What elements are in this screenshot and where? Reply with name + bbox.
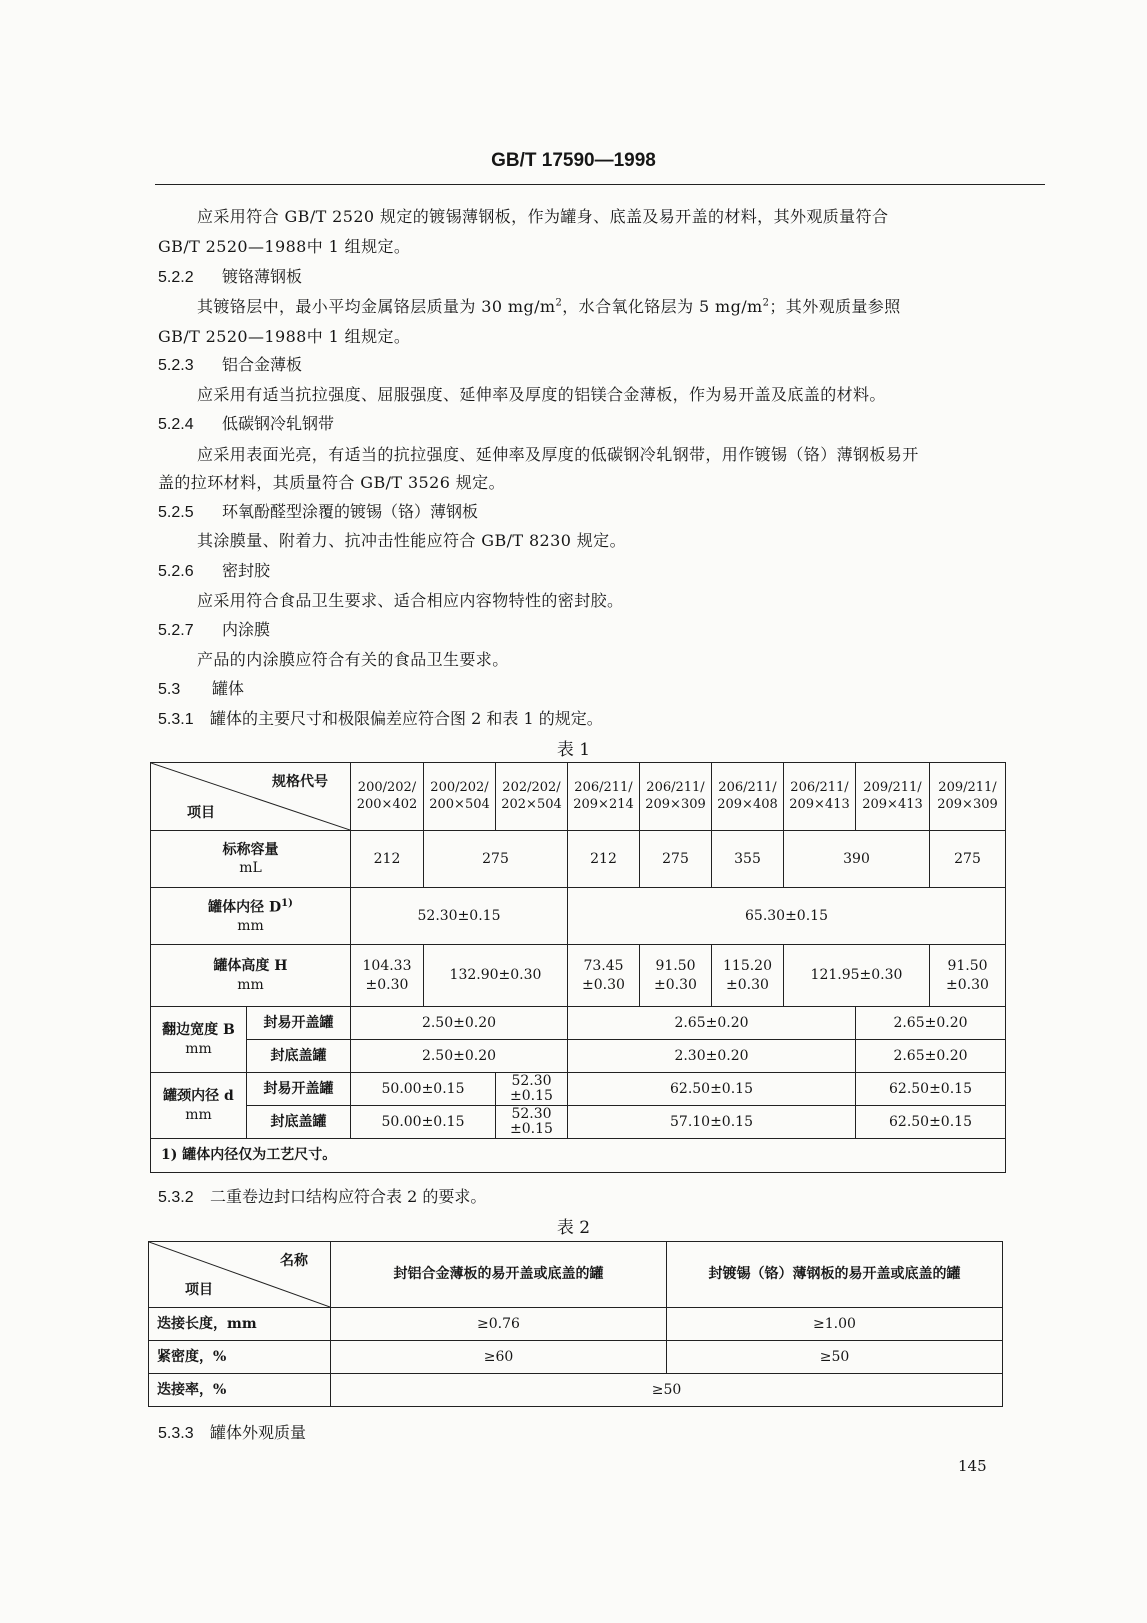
paragraph-5-2-7: 产品的内涂膜应符合有关的食品卫生要求。 [197,650,509,669]
paragraph-5-2-4-line2: 盖的拉环材料，其质量符合 GB/T 3526 规定。 [158,473,505,492]
table-cell: 115.20 ±0.30 [712,945,784,1007]
spec-code-header: 209/211/ 209×413 [856,763,930,831]
paragraph-5-2-2-line2: GB/T 2520—1988中 1 组规定。 [158,327,411,346]
section-number: 5.3.2 [158,1189,194,1206]
table-cell: 62.50±0.15 [568,1073,856,1106]
spec-code-header: 200/202/ 200×504 [424,763,496,831]
table-cell: 73.45 ±0.30 [568,945,640,1007]
section-number: 5.3.3 [158,1425,194,1442]
table1-footnote-row [151,1139,1006,1173]
heading-5-2-2 [158,264,302,287]
heading-5-3 [158,676,244,699]
paragraph-tinplate-line1: 应采用符合 GB/T 2520 规定的镀锡薄钢板，作为罐身、底盖及易开盖的材料，其外观质量符合 [197,207,889,226]
table-cell: 57.10±0.15 [568,1106,856,1139]
table1-header-row [151,763,1006,831]
paragraph-5-2-3: 应采用有适当抗拉强度、屈服强度、延伸率及厚度的铝镁合金薄板，作为易开盖及底盖的材料。 [197,385,886,404]
table1-corner-cell [151,763,351,831]
table2-double-seam [148,1241,1003,1407]
table1-row-capacity [151,831,1006,888]
section-number: 5.2.3 [158,357,194,374]
section-title: 铝合金薄板 [222,355,303,374]
table-cell: 275 [930,831,1006,888]
section-number: 5.2.7 [158,622,194,639]
sub-label-easy-open: 封易开盖罐 [247,1007,351,1040]
table-cell: 390 [784,831,930,888]
table2-header-row [149,1242,1003,1308]
sub-label-easy-open: 封易开盖罐 [247,1073,351,1106]
table2-corner-cell [149,1242,331,1308]
page-number: 145 [958,1457,987,1475]
table1-row-diameter [151,888,1006,945]
section-title: 密封胶 [222,561,271,580]
heading-5-3-2 [158,1184,486,1207]
section-title: 罐体外观质量 [210,1423,307,1442]
table-cell: ≥50 [331,1374,1003,1407]
heading-5-2-7 [158,617,270,640]
heading-5-2-5 [158,499,478,522]
table-cell: 121.95±0.30 [784,945,930,1007]
section-title: 环氧酚醛型涂覆的镀锡（铬）薄钢板 [222,502,479,521]
paragraph-5-2-4-line1: 应采用表面光亮，有适当的抗拉强度、延伸率及厚度的低碳钢冷轧钢带，用作镀锡（铬）薄钢板易开 [197,445,919,464]
heading-5-2-3 [158,352,302,375]
table2-row-tightness [149,1341,1003,1374]
table-cell: ≥60 [331,1341,667,1374]
table1-row-neck-bottom [151,1106,1006,1139]
heading-5-2-6 [158,558,270,581]
section-title: 内涂膜 [222,620,271,639]
table-cell: 65.30±0.15 [568,888,1006,945]
table2-caption: 表 2 [556,1218,591,1238]
spec-code-header: 209/211/ 209×309 [930,763,1006,831]
table-cell: 2.65±0.20 [856,1040,1006,1073]
document-code-header: GB/T 17590—1998 [491,150,656,171]
corner-top-label: 名称 [280,1253,308,1269]
row-label-flange: 翻边宽度 B mm [151,1007,247,1073]
corner-top-label: 规格代号 [272,774,328,790]
paragraph-5-2-6: 应采用符合食品卫生要求、适合相应内容物特性的密封胶。 [197,591,624,610]
table-cell: 275 [424,831,568,888]
row-label-diameter: 罐体内径 $D^{1)}$ mm [151,888,351,945]
row-label: 迭接率，% [149,1374,331,1407]
heading-5-3-3 [158,1420,306,1443]
section-number: 5.2.4 [158,416,194,433]
table-cell: 50.00±0.15 [351,1106,496,1139]
table1-row-flange-bottom [151,1040,1006,1073]
table-cell: 212 [351,831,424,888]
sub-label-bottom: 封底盖罐 [247,1040,351,1073]
table-cell: 132.90±0.30 [424,945,568,1007]
table-cell: 91.50 ±0.30 [930,945,1006,1007]
table-cell: 52.30 ±0.15 [496,1073,568,1106]
section-number: 5.3.1 [158,711,194,728]
table2-row-overlap-length [149,1308,1003,1341]
spec-code-header: 200/202/ 200×402 [351,763,424,831]
table-cell: 62.50±0.15 [856,1073,1006,1106]
paragraph-5-2-2-line1: 其镀铬层中，最小平均金属铬层质量为 30 $mg/m^2$，水合氧化铬层为 5 $mg/m^2$；其外观质量参照 [197,297,901,316]
table1-row-flange-easy [151,1007,1006,1040]
paragraph-5-2-5: 其涂膜量、附着力、抗冲击性能应符合 GB/T 8230 规定。 [197,531,626,550]
table-cell: ≥50 [667,1341,1003,1374]
table-cell: 52.30±0.15 [351,888,568,945]
table1-can-dimensions [150,762,1006,1173]
section-number: 5.2.5 [158,504,194,521]
corner-bottom-label: 项目 [185,1281,213,1298]
row-label-neck: 罐颈内径 d mm [151,1073,247,1139]
table-cell: 2.50±0.20 [351,1007,568,1040]
section-title: 低碳钢冷轧钢带 [222,414,335,433]
spec-code-header: 206/211/ 209×309 [640,763,712,831]
table2-row-overlap-rate [149,1374,1003,1407]
section-number: 5.2.6 [158,563,194,580]
spec-code-header: 206/211/ 209×214 [568,763,640,831]
table1-caption: 表 1 [556,740,591,760]
table-cell: 52.30 ±0.15 [496,1106,568,1139]
table-cell: 2.65±0.20 [568,1007,856,1040]
table-cell: ≥0.76 [331,1308,667,1341]
spec-code-header: 202/202/ 202×504 [496,763,568,831]
table-cell: 275 [640,831,712,888]
row-label-height: 罐体高度 H mm [151,945,351,1007]
corner-bottom-label: 项目 [187,804,215,821]
section-title: 二重卷边封口结构应符合表 2 的要求。 [210,1187,487,1206]
heading-5-3-1 [158,706,603,729]
header-rule [155,184,1045,185]
column-header-aluminum: 封铝合金薄板的易开盖或底盖的罐 [331,1242,667,1308]
table1-footnote: 1) 罐体内径仅为工艺尺寸。 [151,1139,1006,1173]
row-label: 迭接长度，mm [149,1308,331,1341]
table-cell: ≥1.00 [667,1308,1003,1341]
column-header-tinplate: 封镀锡（铬）薄钢板的易开盖或底盖的罐 [667,1242,1003,1308]
table-cell: 62.50±0.15 [856,1106,1006,1139]
table1-row-neck-easy [151,1073,1006,1106]
paragraph-tinplate-line2: GB/T 2520—1988中 1 组规定。 [158,237,411,256]
row-label: 紧密度，% [149,1341,331,1374]
sub-label-bottom: 封底盖罐 [247,1106,351,1139]
section-number: 5.3 [158,681,181,698]
table1-row-height [151,945,1006,1007]
table-cell: 104.33 ±0.30 [351,945,424,1007]
spec-code-header: 206/211/ 209×413 [784,763,856,831]
section-number: 5.2.2 [158,269,194,286]
table-cell: 91.50 ±0.30 [640,945,712,1007]
table-cell: 355 [712,831,784,888]
table-cell: 212 [568,831,640,888]
table-cell: 50.00±0.15 [351,1073,496,1106]
section-title: 镀铬薄钢板 [222,267,303,286]
row-label-capacity: 标称容量 mL [151,831,351,888]
spec-code-header: 206/211/ 209×408 [712,763,784,831]
section-title: 罐体的主要尺寸和极限偏差应符合图 2 和表 1 的规定。 [210,709,603,728]
table-cell: 2.65±0.20 [856,1007,1006,1040]
heading-5-2-4 [158,411,334,434]
table-cell: 2.50±0.20 [351,1040,568,1073]
section-title: 罐体 [212,679,245,698]
table-cell: 2.30±0.20 [568,1040,856,1073]
